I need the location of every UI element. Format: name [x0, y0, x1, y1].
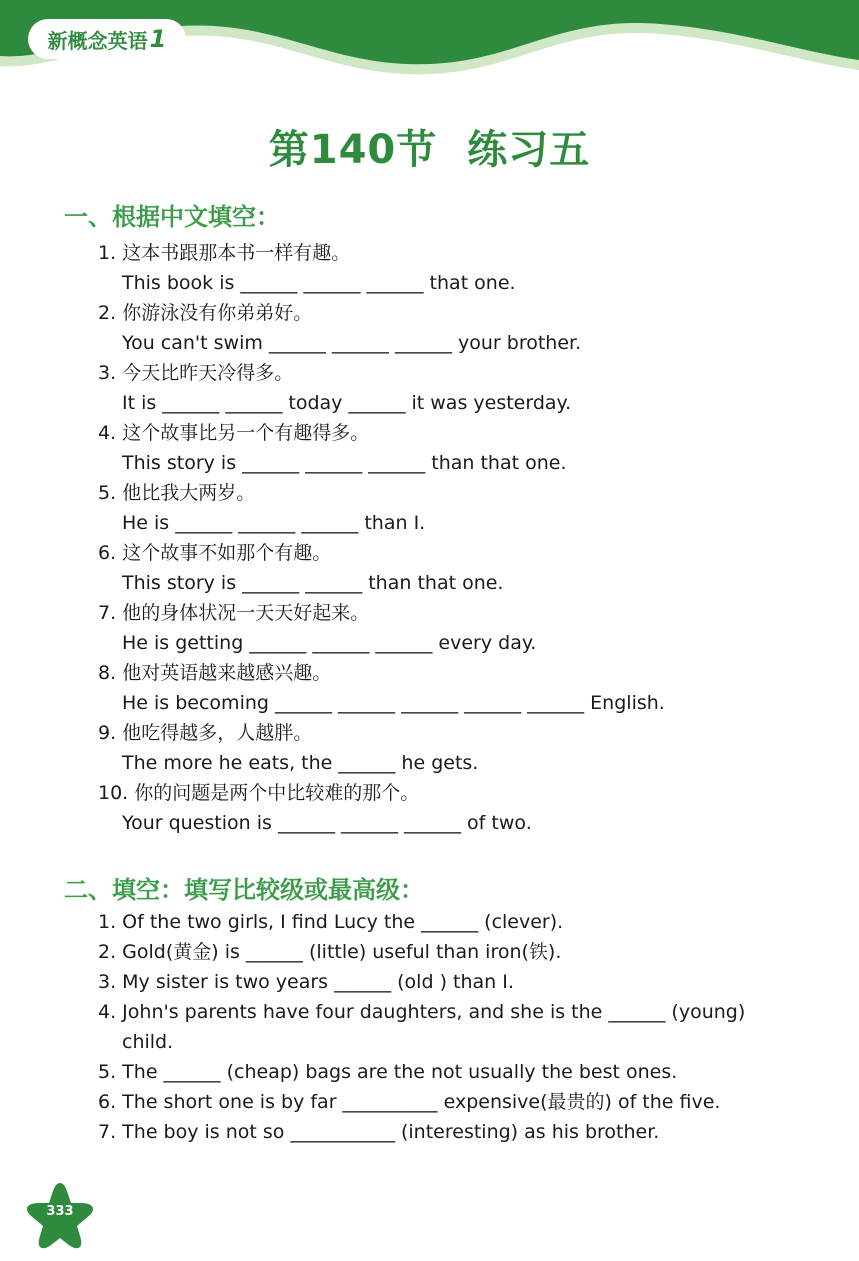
page-number: 333	[46, 1204, 74, 1219]
question-6-zh: 6. 这个故事不如那个有趣。	[98, 542, 332, 564]
book-label-badge	[28, 19, 186, 59]
question-6-en: This story is ______ ______ than that one.	[122, 572, 504, 594]
question-2-en: You can't swim ______ ______ ______ your brother.	[122, 332, 582, 354]
section-1-heading: 一、根据中文填空：	[64, 203, 280, 231]
question-8-zh: 8. 他对英语越来越感兴趣。	[98, 662, 332, 684]
question-7-zh: 7. 他的身体状况一天天好起来。	[98, 602, 370, 624]
question-4-zh: 4. 这个故事比另一个有趣得多。	[98, 422, 370, 444]
page-title	[0, 118, 859, 175]
exercise-1: 1. Of the two girls, I find Lucy the ______ (clever).	[98, 911, 564, 933]
lesson-number: 第140节	[268, 127, 438, 173]
question-3-en: It is ______ ______ today ______ it was yesterday.	[122, 392, 572, 414]
question-9-zh: 9. 他吃得越多，人越胖。	[98, 722, 313, 744]
question-1-en: This book is ______ ______ ______ that one.	[122, 272, 516, 294]
exercise-6: 6. The short one is by far __________ expensive(最贵的) of the five.	[98, 1091, 721, 1113]
question-3-zh: 3. 今天比昨天冷得多。	[98, 362, 294, 384]
question-10-zh: 10. 你的问题是两个中比较难的那个。	[98, 782, 420, 804]
question-7-en: He is getting ______ ______ ______ every day.	[122, 632, 537, 654]
exercise-4-continued: child.	[122, 1031, 174, 1053]
section-2-heading: 二、填空：填写比较级或最高级：	[64, 876, 424, 904]
question-5-en: He is ______ ______ ______ than I.	[122, 512, 426, 534]
book-number: 1	[149, 25, 167, 53]
exercise-2: 2. Gold(黄金) is ______ (little) useful than iron(铁).	[98, 941, 562, 963]
question-5-zh: 5. 他比我大两岁。	[98, 482, 256, 504]
question-1-zh: 1. 这本书跟那本书一样有趣。	[98, 242, 351, 264]
exercise-3: 3. My sister is two years ______ (old ) than I.	[98, 971, 514, 993]
question-2-zh: 2. 你游泳没有你弟弟好。	[98, 302, 313, 324]
lesson-name: 练习五	[467, 127, 591, 173]
book-label: 新概念英语	[47, 28, 148, 53]
question-4-en: This story is ______ ______ ______ than that one.	[122, 452, 567, 474]
exercise-5: 5. The ______ (cheap) bags are the not usually the best ones.	[98, 1061, 678, 1083]
question-8-en: He is becoming ______ ______ ______ ______ ______ English.	[122, 692, 665, 714]
exercise-7: 7. The boy is not so ___________ (interesting) as his brother.	[98, 1121, 660, 1143]
question-10-en: Your question is ______ ______ ______ of two.	[122, 812, 532, 834]
question-9-en: The more he eats, the ______ he gets.	[122, 752, 479, 774]
exercise-4: 4. John's parents have four daughters, and she is the ______ (young)	[98, 1001, 746, 1023]
